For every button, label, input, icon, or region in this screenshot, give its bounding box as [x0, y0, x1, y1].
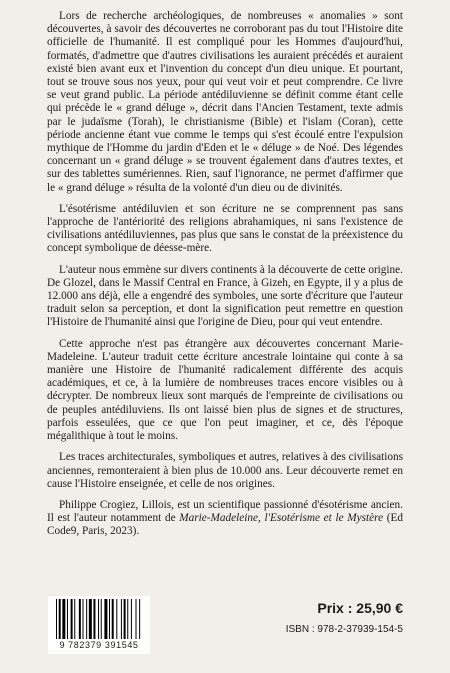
bio-intro: Philippe Crogiez, Lillois, est un scientifique passionné d'ésotérisme ancien. Il est l'auteur notamment de	[47, 498, 403, 525]
paragraph-2: L'ésotérisme antédiluvien et son écriture ne se comprennent pas sans l'approche de l'antériorité des religions abrahamiques, ni sans l'existence de civilisations antédiluviennes, pas plus que sans le constat de la préexistence du concept symbolique de déesse-mère.	[47, 202, 403, 255]
author-bio	[47, 499, 403, 539]
barcode-bar	[71, 599, 73, 639]
barcode-bar	[112, 599, 114, 639]
barcode-bar	[89, 599, 92, 639]
barcode-bar	[104, 599, 107, 639]
blurb-text	[47, 10, 403, 539]
barcode-bar	[79, 599, 81, 639]
price: Prix : 25,90 €	[317, 600, 403, 616]
barcode-bar	[139, 599, 140, 639]
barcode-bar	[83, 599, 84, 639]
barcode-bar	[124, 599, 126, 639]
barcode-bar	[86, 599, 87, 639]
paragraph-1: Lors de recherche archéologiques, de nombreuses « anomalies » sont découvertes, à savoir des découvertes ne corroborant pas du tout l'Histoire dite officielle de l'humanité. Il est compliqué pour les Hommes d'aujourd'hui, formatés, d'admettre que d'autres civilisations les auraient précédés et auraient existé bien avant eux et l'invention du concept d'un dieu unique. Et pourtant, tout se trouve sous nos yeux, pour qui veut voir et peut comprendre. Ce livre se veut grand public. La période antédiluvienne se définit comme étant celle qui précède le « grand déluge », décrit dans l'Ancien Testament, texte admis par le judaïsme (Torah), le christianisme (Bible) et l'islam (Coran), cette période ancienne étant vue comme le temps qui s'est écoulé entre l'expulsion mythique de l'Homme du jardin d'Eden et le « déluge » de Noé. Des légendes concernant un « grand déluge » se trouvent également dans d'autres textes, et sur des tablettes sumériennes. Rien, sauf l'ignorance, ne permet d'affirmer que le « grand déluge » résulta de la volonté d'un dieu ou de divinités.	[47, 10, 403, 194]
barcode-bar	[74, 599, 75, 639]
bio-end: (Ed Code9, Paris, 2023).	[47, 512, 403, 538]
barcode-bar	[127, 599, 128, 639]
barcode-bar	[59, 599, 61, 639]
paragraph-3: L'auteur nous emmène sur divers continents à la découverte de cette origine. De Glozel, dans le Massif Central en France, à Gizeh, en Egypte, il y a plus de 12.000 ans déjà, elle a engendré des symboles, une sorte d'écriture que l'auteur traduit selon sa perception, et dont la signification peut remettre en question l'Histoire de l'humanité ainsi que l'origine de Dieu, pour qui veut entendre.	[47, 263, 403, 329]
barcode-bar	[62, 599, 65, 639]
barcode-bar	[98, 599, 99, 639]
barcode-bars	[56, 599, 142, 641]
bio-book-title: Marie-Madeleine, l'Esotérisme et le Mystère	[179, 512, 384, 525]
isbn: ISBN : 978-2-37939-154-5	[285, 624, 403, 635]
barcode-bar	[121, 599, 122, 639]
barcode-bar	[109, 599, 110, 639]
barcode-bar	[136, 599, 137, 639]
barcode-bar	[56, 599, 57, 639]
paragraph-5: Les traces architecturales, symboliques et autres, relatives à des civilisations anciennes, remonteraient à bien plus de 10.000 ans. Leur découverte remet en cause l'Histoire enseignée, et celle de nos origines.	[47, 451, 403, 490]
paragraph-4: Cette approche n'est pas étrangère aux découvertes concernant Marie-Madeleine. L'auteur traduit cette écriture ancestrale lointaine qui conte à sa manière une Histoire de l'humanité radicalement différente des acquis académiques, et ce, à la lumière de nombreuses traces encore visibles ou à décrypter. De nombreux lieux sont marqués de l'empreinte de civilisations ou de peuples antédiluviens. Ils ont laissé bien plus de signes et de structures, parfois esseulées, que ce que l'on peut imaginer, et ce, dès l'époque mégalithique à tout le moins.	[47, 337, 403, 443]
barcode-bar	[93, 599, 95, 639]
barcode-bar	[131, 599, 132, 639]
barcode-number: 9 782379 391545	[59, 640, 139, 650]
barcode-bar	[116, 599, 117, 639]
barcode-bar	[67, 599, 68, 639]
barcode	[48, 596, 150, 654]
barcode-bar	[101, 599, 102, 639]
